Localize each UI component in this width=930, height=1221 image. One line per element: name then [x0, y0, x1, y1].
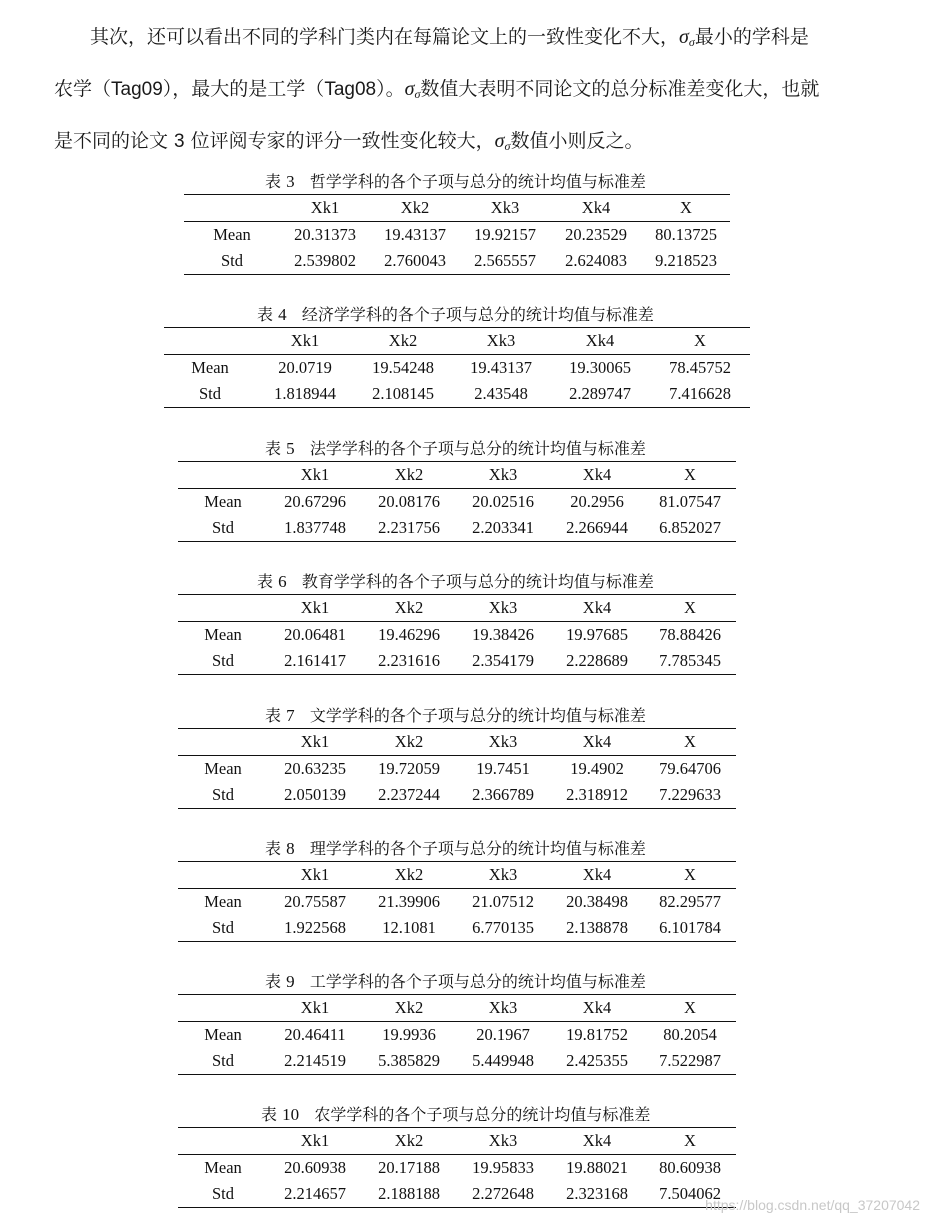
- table-row: [178, 515, 736, 542]
- table-header-row: [184, 195, 730, 222]
- table-cell: 19.54248: [372, 358, 434, 377]
- column-header: Xk3: [456, 595, 550, 622]
- tag-label: Tag09: [111, 79, 163, 100]
- table-cell: 2.565557: [460, 248, 550, 275]
- column-header: Xk2: [362, 995, 456, 1022]
- table-cell: 20.06481: [284, 625, 346, 644]
- paragraph-line-2: 农学（Tag09），最大的是工学（Tag08）。$\sigma_\sigma$数值大表明不同论文的总分标准差变化大，也就: [54, 78, 820, 101]
- column-header: Xk2: [362, 1128, 456, 1155]
- table-cell: 7.504062: [644, 1181, 736, 1208]
- table-cell: 20.2956: [570, 492, 624, 511]
- row-label: Std: [178, 782, 268, 809]
- column-header: [178, 1128, 268, 1155]
- stats-table: [178, 861, 736, 942]
- table-cell: 19.81752: [566, 1025, 628, 1044]
- table-cell: 1.818944: [256, 381, 354, 408]
- table-row: [178, 915, 736, 942]
- table-cell: 20.63235: [284, 759, 346, 778]
- table-cell: 2.366789: [456, 782, 550, 809]
- column-header: Xk1: [268, 462, 362, 489]
- table-cell: 20.02516: [472, 492, 534, 511]
- column-header: [178, 462, 268, 489]
- row-label: Std: [178, 1048, 268, 1075]
- table-row: [178, 889, 736, 916]
- column-header: [178, 729, 268, 756]
- table-cell: 20.23529: [565, 225, 627, 244]
- table-header-row: [178, 595, 736, 622]
- column-header: X: [644, 862, 736, 889]
- row-label: Mean: [204, 1025, 242, 1044]
- table-cell: 2.43548: [452, 381, 550, 408]
- table-cell: 19.92157: [474, 225, 536, 244]
- table-cell: 1.837748: [268, 515, 362, 542]
- row-label: Mean: [204, 492, 242, 511]
- table-row: [178, 1022, 736, 1049]
- column-header: X: [650, 328, 750, 355]
- column-header: Xk2: [362, 595, 456, 622]
- column-header: Xk1: [268, 995, 362, 1022]
- row-label: Std: [184, 248, 280, 275]
- column-header: X: [642, 195, 730, 222]
- row-label: Mean: [204, 759, 242, 778]
- table-header-row: [178, 1128, 736, 1155]
- table-cell: 2.760043: [370, 248, 460, 275]
- table-cell: 2.354179: [456, 648, 550, 675]
- column-header: X: [644, 729, 736, 756]
- table-cell: 7.416628: [650, 381, 750, 408]
- column-header: X: [644, 1128, 736, 1155]
- column-header: Xk3: [456, 1128, 550, 1155]
- tag-label: Tag08: [324, 79, 377, 100]
- column-header: X: [644, 595, 736, 622]
- table-cell: 2.138878: [550, 915, 644, 942]
- column-header: X: [644, 462, 736, 489]
- table-cell: 19.88021: [566, 1158, 628, 1177]
- table-cell: 2.050139: [268, 782, 362, 809]
- table-cell: 19.7451: [476, 759, 530, 778]
- table-cell: 19.4902: [570, 759, 624, 778]
- table-cell: 20.08176: [378, 492, 440, 511]
- table-cell: 80.60938: [659, 1158, 721, 1177]
- table-row: [178, 756, 736, 783]
- stats-table: [164, 327, 750, 408]
- table-cell: 20.0719: [278, 358, 332, 377]
- table-row: [178, 1181, 736, 1208]
- table-cell: 19.43137: [470, 358, 532, 377]
- row-label: Mean: [213, 225, 251, 244]
- stats-table: [178, 728, 736, 809]
- column-header: Xk1: [268, 1128, 362, 1155]
- table-caption: 表 9 工学学科的各个子项与总分的统计均值与标准差: [265, 972, 646, 991]
- table-cell: 20.31373: [294, 225, 356, 244]
- column-header: Xk4: [550, 595, 644, 622]
- table-cell: 2.318912: [550, 782, 644, 809]
- column-header: Xk3: [456, 729, 550, 756]
- table-cell: 6.770135: [456, 915, 550, 942]
- column-header: Xk2: [370, 195, 460, 222]
- table-cell: 2.228689: [550, 648, 644, 675]
- column-header: Xk1: [268, 862, 362, 889]
- table-cell: 2.231756: [362, 515, 456, 542]
- table-row: [178, 782, 736, 809]
- column-header: Xk3: [460, 195, 550, 222]
- table-caption: 表 6 教育学学科的各个子项与总分的统计均值与标准差: [257, 572, 654, 591]
- table-header-row: [164, 328, 750, 355]
- table-cell: 2.161417: [268, 648, 362, 675]
- table-cell: 79.64706: [659, 759, 721, 778]
- stats-table: [178, 1127, 736, 1208]
- row-label: Mean: [204, 625, 242, 644]
- table-cell: 6.101784: [644, 915, 736, 942]
- table-cell: 1.922568: [268, 915, 362, 942]
- table-cell: 80.13725: [655, 225, 717, 244]
- sigma-symbol: $\sigma_\sigma$: [494, 130, 511, 153]
- table-cell: 6.852027: [644, 515, 736, 542]
- table-cell: 19.38426: [472, 625, 534, 644]
- column-header: Xk1: [268, 595, 362, 622]
- table-row: [178, 1048, 736, 1075]
- column-header: Xk1: [256, 328, 354, 355]
- column-header: Xk1: [280, 195, 370, 222]
- column-header: [184, 195, 280, 222]
- table-cell: 2.624083: [550, 248, 642, 275]
- table-row: [164, 381, 750, 408]
- table-cell: 2.539802: [280, 248, 370, 275]
- table-cell: 19.30065: [569, 358, 631, 377]
- table-header-row: [178, 995, 736, 1022]
- table-cell: 2.214657: [268, 1181, 362, 1208]
- table-cell: 78.45752: [669, 358, 731, 377]
- table-caption: 表 10 农学学科的各个子项与总分的统计均值与标准差: [261, 1105, 651, 1124]
- table-header-row: [178, 862, 736, 889]
- column-header: Xk3: [456, 995, 550, 1022]
- table-cell: 21.39906: [378, 892, 440, 911]
- table-cell: 2.108145: [354, 381, 452, 408]
- table-cell: 2.425355: [550, 1048, 644, 1075]
- table-cell: 2.203341: [456, 515, 550, 542]
- column-header: Xk2: [362, 462, 456, 489]
- table-caption: 表 3 哲学学科的各个子项与总分的统计均值与标准差: [265, 172, 646, 191]
- table-cell: 7.229633: [644, 782, 736, 809]
- table-row: [184, 222, 730, 249]
- table-cell: 9.218523: [642, 248, 730, 275]
- stats-table: [178, 594, 736, 675]
- table-row: [184, 248, 730, 275]
- column-header: Xk4: [550, 729, 644, 756]
- table-row: [178, 622, 736, 649]
- table-cell: 20.67296: [284, 492, 346, 511]
- table-cell: 81.07547: [659, 492, 721, 511]
- table-cell: 20.60938: [284, 1158, 346, 1177]
- column-header: Xk4: [550, 462, 644, 489]
- column-header: Xk4: [550, 195, 642, 222]
- table-cell: 19.9936: [382, 1025, 436, 1044]
- table-row: [178, 1155, 736, 1182]
- table-cell: 7.522987: [644, 1048, 736, 1075]
- table-cell: 2.323168: [550, 1181, 644, 1208]
- row-label: Std: [178, 915, 268, 942]
- paragraph-text: 其次，还可以看出不同的学科门类内在每篇论文上的一致性变化不大，: [90, 26, 680, 48]
- column-header: Xk3: [456, 862, 550, 889]
- column-header: Xk4: [550, 862, 644, 889]
- table-cell: 20.75587: [284, 892, 346, 911]
- table-caption: 表 4 经济学学科的各个子项与总分的统计均值与标准差: [257, 305, 654, 324]
- column-header: Xk1: [268, 729, 362, 756]
- table-cell: 78.88426: [659, 625, 721, 644]
- table-cell: 19.46296: [378, 625, 440, 644]
- row-label: Mean: [204, 892, 242, 911]
- table-cell: 19.72059: [378, 759, 440, 778]
- table-cell: 2.289747: [550, 381, 650, 408]
- sigma-symbol: $\sigma_\sigma$: [404, 78, 421, 101]
- column-header: [178, 995, 268, 1022]
- table-cell: 19.43137: [384, 225, 446, 244]
- table-cell: 80.2054: [663, 1025, 717, 1044]
- sigma-symbol: $\sigma_\sigma$: [679, 26, 695, 49]
- paragraph-line-3: 是不同的论文 3 位评阅专家的评分一致性变化较大，$\sigma_\sigma$数值小则反之。: [54, 130, 644, 153]
- stats-table: [178, 994, 736, 1075]
- table-caption: 表 7 文学学科的各个子项与总分的统计均值与标准差: [265, 706, 646, 725]
- stats-table: [178, 461, 736, 542]
- table-cell: 20.1967: [476, 1025, 530, 1044]
- stats-table: [184, 194, 730, 275]
- row-label: Std: [178, 648, 268, 675]
- table-cell: 20.38498: [566, 892, 628, 911]
- column-header: Xk4: [550, 328, 650, 355]
- column-header: [178, 595, 268, 622]
- table-caption: 表 8 理学学科的各个子项与总分的统计均值与标准差: [265, 839, 646, 858]
- table-cell: 2.266944: [550, 515, 644, 542]
- table-cell: 7.785345: [644, 648, 736, 675]
- column-header: Xk2: [354, 328, 452, 355]
- table-cell: 20.46411: [284, 1025, 346, 1044]
- column-header: [178, 862, 268, 889]
- table-cell: 5.385829: [362, 1048, 456, 1075]
- row-label: Std: [164, 381, 256, 408]
- paragraph-line-1: [90, 27, 920, 48]
- table-cell: 2.214519: [268, 1048, 362, 1075]
- column-header: Xk3: [456, 462, 550, 489]
- table-cell: 20.17188: [378, 1158, 440, 1177]
- watermark-text: https://blog.csdn.net/qq_37207042: [705, 1197, 920, 1213]
- column-header: Xk3: [452, 328, 550, 355]
- table-cell: 21.07512: [472, 892, 534, 911]
- table-caption: 表 5 法学学科的各个子项与总分的统计均值与标准差: [265, 439, 646, 458]
- table-row: [164, 355, 750, 382]
- table-header-row: [178, 462, 736, 489]
- row-label: Std: [178, 1181, 268, 1208]
- table-cell: 2.188188: [362, 1181, 456, 1208]
- table-cell: 2.272648: [456, 1181, 550, 1208]
- row-label: Std: [178, 515, 268, 542]
- table-header-row: [178, 729, 736, 756]
- table-row: [178, 648, 736, 675]
- column-header: Xk2: [362, 729, 456, 756]
- table-cell: 82.29577: [659, 892, 721, 911]
- column-header: Xk2: [362, 862, 456, 889]
- column-header: Xk4: [550, 995, 644, 1022]
- table-cell: 19.97685: [566, 625, 628, 644]
- table-cell: 19.95833: [472, 1158, 534, 1177]
- table-cell: 5.449948: [456, 1048, 550, 1075]
- table-cell: 12.1081: [362, 915, 456, 942]
- row-label: Mean: [204, 1158, 242, 1177]
- table-cell: 2.231616: [362, 648, 456, 675]
- row-label: Mean: [191, 358, 229, 377]
- table-cell: 2.237244: [362, 782, 456, 809]
- column-header: [164, 328, 256, 355]
- paragraph-text: 最小的学科是: [694, 26, 809, 48]
- table-row: [178, 489, 736, 516]
- column-header: Xk4: [550, 1128, 644, 1155]
- column-header: X: [644, 995, 736, 1022]
